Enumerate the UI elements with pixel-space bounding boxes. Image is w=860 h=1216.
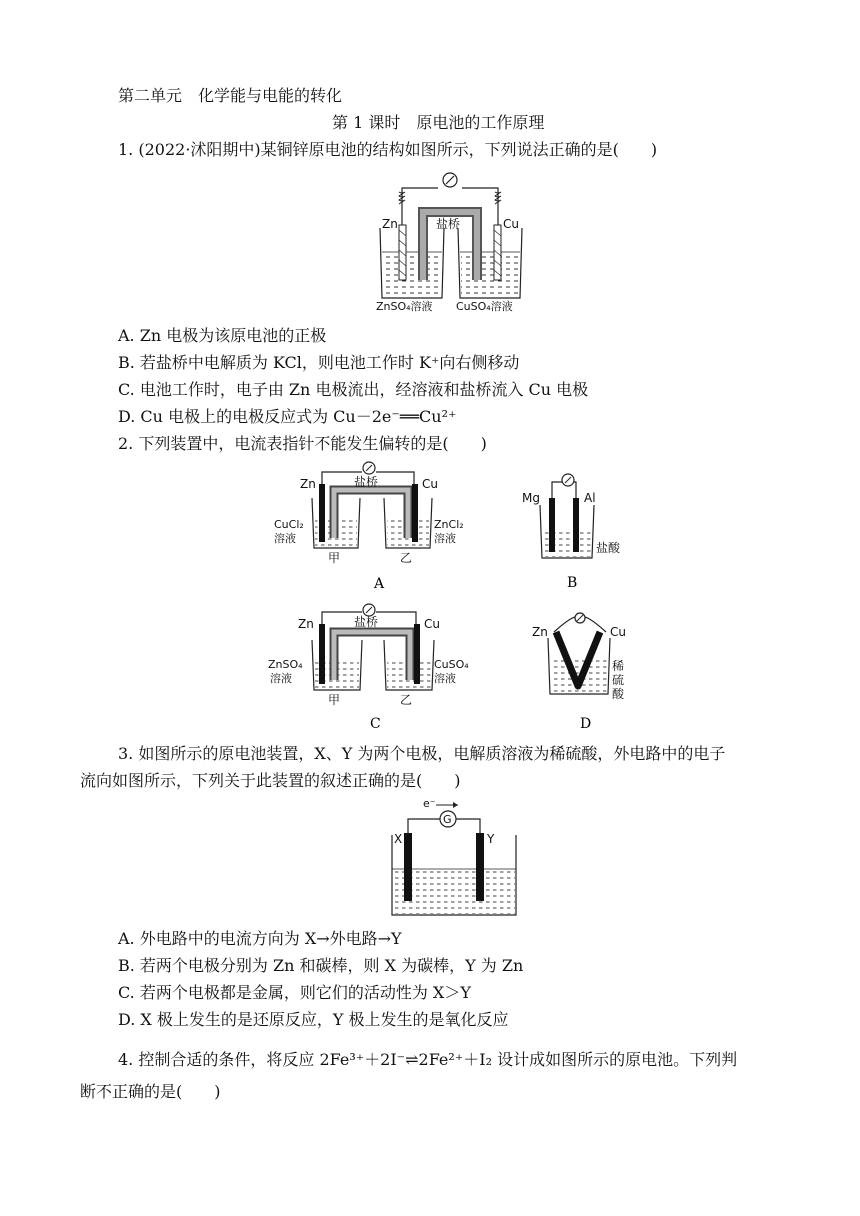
q2a-right-sol-2: 溶液 bbox=[434, 532, 456, 545]
q1-left-label: Zn bbox=[382, 217, 398, 231]
q2d-right-label: Cu bbox=[610, 625, 626, 639]
q2a-left-sol-1: CuCl₂ bbox=[274, 518, 304, 531]
q3-left-label: X bbox=[394, 832, 403, 846]
q3-right-label: Y bbox=[487, 832, 495, 846]
q2d-sol-1: 稀 bbox=[612, 659, 625, 673]
q2c-right-sol-1: CuSO₄ bbox=[434, 658, 469, 671]
q2-stem: 2. 下列装置中，电流表指针不能发生偏转的是( ) bbox=[118, 434, 487, 453]
q2a-caption: A bbox=[374, 576, 385, 592]
q2a-beaker-left: 甲 bbox=[328, 551, 341, 565]
q2-figure-d bbox=[526, 610, 646, 735]
q1-option-b: B. 若盐桥中电解质为 KCl，则电池工作时 K⁺向右侧移动 bbox=[118, 353, 520, 372]
q2-figure-c bbox=[266, 600, 476, 735]
q2c-beaker-left: 甲 bbox=[328, 693, 341, 707]
q2d-sol-2: 硫 bbox=[612, 673, 625, 687]
q1-option-d: D. Cu 电极上的电极反应式为 Cu－2e⁻══Cu²⁺ bbox=[118, 407, 457, 426]
q3-option-a: A. 外电路中的电流方向为 X→外电路→Y bbox=[118, 929, 402, 948]
q2d-sol-3: 酸 bbox=[612, 687, 625, 701]
q2d-left-label: Zn bbox=[532, 625, 548, 639]
q1-right-solution: CuSO₄溶液 bbox=[456, 300, 513, 313]
q3-stem-line2: 流向如图所示，下列关于此装置的叙述正确的是( ) bbox=[80, 771, 461, 790]
q2b-solution: 盐酸 bbox=[596, 541, 621, 555]
q1-figure bbox=[370, 170, 530, 315]
q3-meter-label: G bbox=[443, 813, 452, 826]
q2b-left-label: Mg bbox=[522, 491, 540, 505]
q2c-left-label: Zn bbox=[298, 617, 314, 631]
q1-bridge-label: 盐桥 bbox=[436, 217, 461, 231]
q2a-bridge-label: 盐桥 bbox=[354, 475, 379, 489]
q3-figure bbox=[388, 797, 520, 919]
q2c-left-sol-2: 溶液 bbox=[270, 672, 292, 685]
q2a-beaker-right: 乙 bbox=[400, 551, 413, 565]
q2b-caption: B bbox=[567, 575, 578, 591]
q2a-left-label: Zn bbox=[300, 477, 316, 491]
lesson-title: 第 1 课时 原电池的工作原理 bbox=[332, 113, 545, 132]
q2-figure-b bbox=[510, 470, 640, 592]
q3-option-d: D. X 极上发生的是还原反应，Y 极上发生的是氧化反应 bbox=[118, 1010, 509, 1029]
q3-option-c: C. 若两个电极都是金属，则它们的活动性为 X＞Y bbox=[118, 983, 471, 1002]
q1-right-label: Cu bbox=[503, 217, 519, 231]
q2d-caption: D bbox=[580, 716, 592, 732]
q2c-right-sol-2: 溶液 bbox=[434, 672, 456, 685]
q1-left-solution: ZnSO₄溶液 bbox=[376, 300, 433, 313]
q2c-right-label: Cu bbox=[424, 617, 440, 631]
q2a-left-sol-2: 溶液 bbox=[274, 532, 296, 545]
q4-stem-line1: 4. 控制合适的条件，将反应 2Fe³⁺＋2I⁻⇌2Fe²⁺＋I₂ 设计成如图所示的原电池。下列判 bbox=[118, 1050, 738, 1069]
q2c-beaker-right: 乙 bbox=[400, 693, 413, 707]
q2c-left-sol-1: ZnSO₄ bbox=[268, 658, 303, 671]
q2a-right-sol-1: ZnCl₂ bbox=[434, 518, 464, 531]
q1-option-a: A. Zn 电极为该原电池的正极 bbox=[118, 326, 327, 345]
q2b-right-label: Al bbox=[584, 491, 596, 505]
q3-option-b: B. 若两个电极分别为 Zn 和碳棒，则 X 为碳棒，Y 为 Zn bbox=[118, 956, 524, 975]
q2a-right-label: Cu bbox=[422, 477, 438, 491]
q1-option-c: C. 电池工作时，电子由 Zn 电极流出，经溶液和盐桥流入 Cu 电极 bbox=[118, 380, 589, 399]
unit-title: 第二单元 化学能与电能的转化 bbox=[118, 86, 343, 105]
q2c-bridge-label: 盐桥 bbox=[354, 615, 379, 629]
q3-stem-line1: 3. 如图所示的原电池装置，X、Y 为两个电极，电解质溶液为稀硫酸，外电路中的电子 bbox=[118, 744, 726, 763]
q1-stem: 1. (2022·沭阳期中)某铜锌原电池的结构如图所示，下列说法正确的是( ) bbox=[118, 140, 658, 159]
q2c-caption: C bbox=[370, 716, 381, 732]
q3-electron-label: e⁻ bbox=[423, 797, 436, 810]
q4-stem-line2: 断不正确的是( ) bbox=[80, 1082, 221, 1101]
q2-figure-a bbox=[272, 458, 472, 593]
